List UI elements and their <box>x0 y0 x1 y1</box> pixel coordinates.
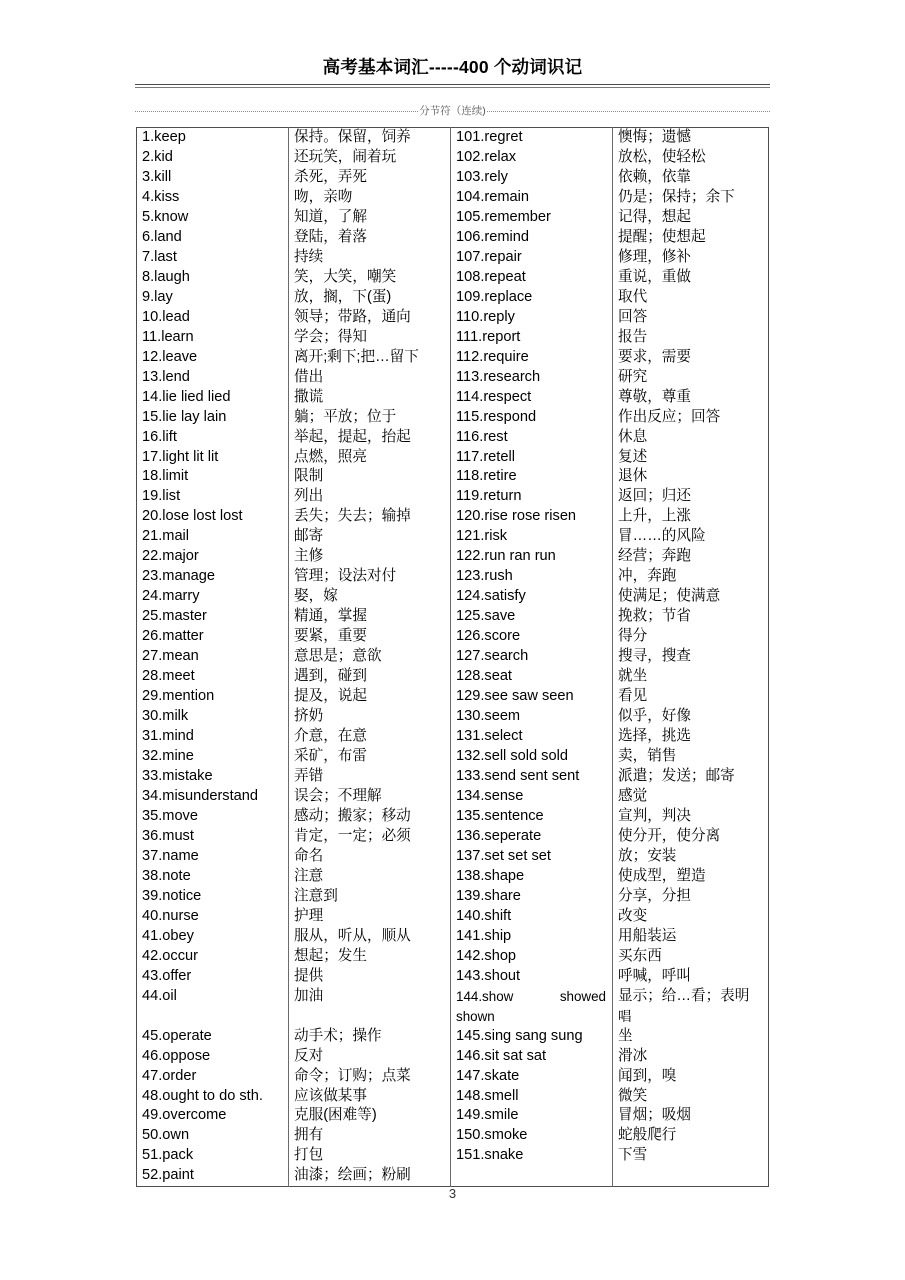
vocab-meaning-right: 作出反应；回答 <box>613 408 769 428</box>
table-row <box>137 507 769 527</box>
vocab-word-right: 119.return <box>451 487 613 507</box>
vocab-word-left: 19.list <box>137 487 289 507</box>
vocab-word-right: 145.sing sang sung <box>451 1027 613 1047</box>
vocab-word-right-past: showed <box>559 988 606 1004</box>
vocab-word-left: 33.mistake <box>137 767 289 787</box>
vocab-word-left: 11.learn <box>137 328 289 348</box>
vocab-meaning-right: 宣判，判决 <box>613 807 769 827</box>
vocab-word-right: 150.smoke <box>451 1126 613 1146</box>
vocab-word-right: 117.retell <box>451 448 613 468</box>
vocab-word-right: 148.smell <box>451 1087 613 1107</box>
vocab-meaning-right: 尊敬，尊重 <box>613 388 769 408</box>
vocab-meaning-left: 登陆，着落 <box>289 228 451 248</box>
table-row <box>137 927 769 947</box>
vocab-word-right: 115.respond <box>451 408 613 428</box>
vocab-meaning-left: 命名 <box>289 847 451 867</box>
vocab-meaning-right: 似乎，好像 <box>613 707 769 727</box>
vocab-meaning-left: 提及，说起 <box>289 687 451 707</box>
vocab-word-right: 136.seperate <box>451 827 613 847</box>
vocab-meaning-left: 弄错 <box>289 767 451 787</box>
vocab-meaning-left: 拥有 <box>289 1126 451 1146</box>
vocab-word-right: 105.remember <box>451 208 613 228</box>
vocab-meaning-right: 报告 <box>613 328 769 348</box>
vocab-word-right: 139.share <box>451 887 613 907</box>
table-row <box>137 448 769 468</box>
vocab-meaning-right: 滑冰 <box>613 1047 769 1067</box>
vocab-word-left: 48.ought to do sth. <box>137 1087 289 1107</box>
table-row <box>137 228 769 248</box>
vocab-word-left: 31.mind <box>137 727 289 747</box>
vocab-word-left: 39.notice <box>137 887 289 907</box>
table-row <box>137 128 769 148</box>
table-row <box>137 687 769 707</box>
vocab-meaning-right <box>613 1166 769 1186</box>
vocab-meaning-left: 笑，大笑，嘲笑 <box>289 268 451 288</box>
vocab-meaning-left: 学会；得知 <box>289 328 451 348</box>
vocab-word-right: 124.satisfy <box>451 587 613 607</box>
vocab-word-left: 15.lie lay lain <box>137 408 289 428</box>
table-row <box>137 1146 769 1166</box>
vocab-word-right: 151.snake <box>451 1146 613 1166</box>
vocab-meaning-right: 休息 <box>613 428 769 448</box>
section-break-dash-left <box>135 111 418 113</box>
table-row <box>137 148 769 168</box>
vocab-meaning-left: 要紧，重要 <box>289 627 451 647</box>
vocab-word-right: 112.require <box>451 348 613 368</box>
vocab-meaning-left: 介意，在意 <box>289 727 451 747</box>
vocab-meaning-right: 冲，奔跑 <box>613 567 769 587</box>
vocab-word-right: 102.relax <box>451 148 613 168</box>
vocab-word-right: 142.shop <box>451 947 613 967</box>
table-row <box>137 867 769 887</box>
vocab-meaning-right: 卖，销售 <box>613 747 769 767</box>
table-row <box>137 667 769 687</box>
vocab-meaning-left: 管理；设法对付 <box>289 567 451 587</box>
vocab-word-left: 17.light lit lit <box>137 448 289 468</box>
vocab-meaning-left: 吻，亲吻 <box>289 188 451 208</box>
vocab-meaning-left: 提供 <box>289 967 451 987</box>
table-row <box>137 368 769 388</box>
vocab-word-right: 133.send sent sent <box>451 767 613 787</box>
vocab-word-left: 27.mean <box>137 647 289 667</box>
vocab-word-right: 120.rise rose risen <box>451 507 613 527</box>
table-row <box>137 707 769 727</box>
vocab-meaning-right: 用船装运 <box>613 927 769 947</box>
vocab-word-left: 23.manage <box>137 567 289 587</box>
vocab-word-left: 28.meet <box>137 667 289 687</box>
vocab-meaning-right: 改变 <box>613 907 769 927</box>
vocab-word-right: 103.rely <box>451 168 613 188</box>
vocab-meaning-left: 肯定，一定；必须 <box>289 827 451 847</box>
vocab-meaning-right: 冒……的风险 <box>613 527 769 547</box>
vocab-word-left: 21.mail <box>137 527 289 547</box>
table-row <box>137 248 769 268</box>
vocab-meaning-right: 就坐 <box>613 667 769 687</box>
vocab-word-left: 35.move <box>137 807 289 827</box>
vocab-word-right: 137.set set set <box>451 847 613 867</box>
vocab-meaning-left: 举起，提起，抬起 <box>289 428 451 448</box>
vocab-word-right: 138.shape <box>451 867 613 887</box>
vocab-meaning-left: 领导；带路，通向 <box>289 308 451 328</box>
vocab-meaning-right: 使成型，塑造 <box>613 867 769 887</box>
vocab-meaning-right: 仍是；保持；余下 <box>613 188 769 208</box>
vocab-meaning-left: 打包 <box>289 1146 451 1166</box>
vocab-meaning-right: 修理，修补 <box>613 248 769 268</box>
page-title: 高考基本词汇-----400 个动词识记 <box>322 57 583 77</box>
vocab-meaning-right: 复述 <box>613 448 769 468</box>
vocab-word-right: 126.score <box>451 627 613 647</box>
vocab-meaning-left: 遇到，碰到 <box>289 667 451 687</box>
vocab-meaning-right: 搜寻，搜查 <box>613 647 769 667</box>
vocab-word-left: 36.must <box>137 827 289 847</box>
vocab-word-left: 47.order <box>137 1067 289 1087</box>
vocab-word-right: 149.smile <box>451 1106 613 1126</box>
vocab-word-right: 127.search <box>451 647 613 667</box>
vocab-word-left: 24.marry <box>137 587 289 607</box>
title-block <box>135 55 770 88</box>
title-divider <box>135 84 770 88</box>
vocab-meaning-left: 应该做某事 <box>289 1087 451 1107</box>
vocab-meaning-right: 回答 <box>613 308 769 328</box>
table-row <box>137 188 769 208</box>
table-row <box>137 1027 769 1047</box>
vocab-meaning-left: 邮寄 <box>289 527 451 547</box>
table-row <box>137 1087 769 1107</box>
vocab-meaning-left: 躺；平放；位于 <box>289 408 451 428</box>
vocab-word-left: 44.oil <box>137 987 289 1027</box>
vocab-meaning-left: 列出 <box>289 487 451 507</box>
vocab-word-right: 131.select <box>451 727 613 747</box>
table-row <box>137 907 769 927</box>
vocab-meaning-right: 使满足；使满意 <box>613 587 769 607</box>
vocab-word-left: 38.note <box>137 867 289 887</box>
vocab-word-right: 108.repeat <box>451 268 613 288</box>
vocab-word-left: 22.major <box>137 547 289 567</box>
vocab-word-left: 32.mine <box>137 747 289 767</box>
table-row <box>137 428 769 448</box>
vocab-word-right: 134.sense <box>451 787 613 807</box>
vocab-meaning-left: 持续 <box>289 248 451 268</box>
vocab-word-left: 45.operate <box>137 1027 289 1047</box>
vocab-word-left: 46.oppose <box>137 1047 289 1067</box>
table-row <box>137 967 769 987</box>
vocab-word-left: 37.name <box>137 847 289 867</box>
table-row <box>137 467 769 487</box>
vocabulary-table <box>136 127 769 1187</box>
vocab-meaning-left: 杀死，弄死 <box>289 168 451 188</box>
vocab-meaning-left: 护理 <box>289 907 451 927</box>
table-row <box>137 1126 769 1146</box>
vocab-word-right-base: 144.show <box>456 988 514 1004</box>
table-row <box>137 727 769 747</box>
table-row <box>137 348 769 368</box>
table-row <box>137 328 769 348</box>
vocab-word-right: 130.seem <box>451 707 613 727</box>
table-row <box>137 1166 769 1186</box>
vocab-word-left: 25.master <box>137 607 289 627</box>
vocab-word-left: 50.own <box>137 1126 289 1146</box>
vocab-meaning-right <box>613 987 769 1027</box>
vocab-meaning-left: 想起；发生 <box>289 947 451 967</box>
vocab-meaning-left: 意思是；意欲 <box>289 647 451 667</box>
vocab-meaning-right: 研究 <box>613 368 769 388</box>
vocab-meaning-left: 服从，听从，顺从 <box>289 927 451 947</box>
vocab-word-right: 122.run ran run <box>451 547 613 567</box>
vocab-meaning-right: 蛇般爬行 <box>613 1126 769 1146</box>
table-row <box>137 607 769 627</box>
vocabulary-table-body <box>137 128 769 1187</box>
vocab-word-left: 8.laugh <box>137 268 289 288</box>
vocab-word-left: 51.pack <box>137 1146 289 1166</box>
vocab-word-left: 3.kill <box>137 168 289 188</box>
vocab-word-left: 13.lend <box>137 368 289 388</box>
vocab-meaning-right: 放；安装 <box>613 847 769 867</box>
vocab-word-right: 140.shift <box>451 907 613 927</box>
section-break-dash-right <box>487 111 770 113</box>
table-row <box>137 1106 769 1126</box>
vocab-meaning-right: 懊悔；遗憾 <box>613 128 769 148</box>
table-row <box>137 767 769 787</box>
vocab-meaning-right: 呼喊，呼叫 <box>613 967 769 987</box>
vocab-meaning-right: 返回；归还 <box>613 487 769 507</box>
vocab-meaning-left: 命令；订购；点菜 <box>289 1067 451 1087</box>
vocab-word-left: 1.keep <box>137 128 289 148</box>
vocab-word-right: 104.remain <box>451 188 613 208</box>
vocab-word-right: 129.see saw seen <box>451 687 613 707</box>
vocab-meaning-right: 感觉 <box>613 787 769 807</box>
vocab-meaning-left: 注意到 <box>289 887 451 907</box>
vocab-word-right <box>451 1166 613 1186</box>
vocab-meaning-left: 放，搁，下(蛋) <box>289 288 451 308</box>
vocab-word-left: 42.occur <box>137 947 289 967</box>
vocab-word-left: 10.lead <box>137 308 289 328</box>
vocab-meaning-right: 退休 <box>613 467 769 487</box>
vocab-meaning-left: 动手术；操作 <box>289 1027 451 1047</box>
vocab-word-left: 14.lie lied lied <box>137 388 289 408</box>
vocab-meaning-left: 知道，了解 <box>289 208 451 228</box>
vocab-meaning-left: 娶，嫁 <box>289 587 451 607</box>
vocab-meaning-left: 点燃，照亮 <box>289 448 451 468</box>
table-row <box>137 308 769 328</box>
vocab-meaning-left: 注意 <box>289 867 451 887</box>
vocab-word-left: 29.mention <box>137 687 289 707</box>
table-row <box>137 827 769 847</box>
vocab-meaning-left: 保持。保留，饲养 <box>289 128 451 148</box>
vocab-word-right: 111.report <box>451 328 613 348</box>
vocab-word-right: 146.sit sat sat <box>451 1047 613 1067</box>
vocab-meaning-right: 使分开，使分离 <box>613 827 769 847</box>
vocab-word-left: 30.milk <box>137 707 289 727</box>
vocab-meaning-left: 加油 <box>289 987 451 1027</box>
table-row <box>137 627 769 647</box>
vocab-word-right: 128.seat <box>451 667 613 687</box>
vocab-word-right: 147.skate <box>451 1067 613 1087</box>
vocab-word-right: 141.ship <box>451 927 613 947</box>
vocab-word-right: 143.shout <box>451 967 613 987</box>
table-row <box>137 168 769 188</box>
vocab-word-left: 6.land <box>137 228 289 248</box>
vocab-meaning-right: 得分 <box>613 627 769 647</box>
table-row <box>137 847 769 867</box>
vocab-word-left: 9.lay <box>137 288 289 308</box>
table-row <box>137 947 769 967</box>
vocab-meaning-left: 离开;剩下;把…留下 <box>289 348 451 368</box>
vocab-meaning-left: 挤奶 <box>289 707 451 727</box>
vocab-meaning-right: 坐 <box>613 1027 769 1047</box>
vocab-meaning-left: 撒谎 <box>289 388 451 408</box>
vocab-meaning-right: 派遣；发送；邮寄 <box>613 767 769 787</box>
vocab-meaning-right: 冒烟；吸烟 <box>613 1106 769 1126</box>
vocab-meaning-right: 微笑 <box>613 1087 769 1107</box>
vocab-meaning-right: 买东西 <box>613 947 769 967</box>
vocab-meaning-right: 记得，想起 <box>613 208 769 228</box>
vocab-word-left: 41.obey <box>137 927 289 947</box>
table-row <box>137 747 769 767</box>
vocab-word-left: 52.paint <box>137 1166 289 1186</box>
vocab-meaning-left: 还玩笑，闹着玩 <box>289 148 451 168</box>
table-row <box>137 807 769 827</box>
vocab-word-right: 106.remind <box>451 228 613 248</box>
vocab-meaning-left: 丢失；失去；输掉 <box>289 507 451 527</box>
vocab-word-right: 116.rest <box>451 428 613 448</box>
vocab-meaning-left: 感动；搬家；移动 <box>289 807 451 827</box>
vocab-meaning-right: 经营；奔跑 <box>613 547 769 567</box>
vocab-word-right: 110.reply <box>451 308 613 328</box>
vocab-meaning-right: 提醒；使想起 <box>613 228 769 248</box>
vocab-meaning-left: 借出 <box>289 368 451 388</box>
vocab-meaning-left: 误会；不理解 <box>289 787 451 807</box>
table-row <box>137 208 769 228</box>
vocab-meaning-right-main: 显示；给…看；表明 <box>618 987 750 1004</box>
vocab-meaning-right: 选择，挑选 <box>613 727 769 747</box>
vocab-word-right: 125.save <box>451 607 613 627</box>
vocab-meaning-left: 采矿，布雷 <box>289 747 451 767</box>
vocab-meaning-left: 主修 <box>289 547 451 567</box>
vocab-word-left: 49.overcome <box>137 1106 289 1126</box>
vocab-word-right: 132.sell sold sold <box>451 747 613 767</box>
vocab-word-left: 18.limit <box>137 467 289 487</box>
vocab-meaning-right: 下雪 <box>613 1146 769 1166</box>
vocab-meaning-left: 限制 <box>289 467 451 487</box>
vocab-meaning-right: 分享，分担 <box>613 887 769 907</box>
vocab-word-left: 20.lose lost lost <box>137 507 289 527</box>
vocab-meaning-right: 看见 <box>613 687 769 707</box>
vocab-word-left: 40.nurse <box>137 907 289 927</box>
vocab-meaning-right: 重说，重做 <box>613 268 769 288</box>
vocab-word-left: 4.kiss <box>137 188 289 208</box>
vocab-meaning-right: 挽救；节省 <box>613 607 769 627</box>
vocab-word-right: 114.respect <box>451 388 613 408</box>
table-row <box>137 1067 769 1087</box>
vocab-meaning-left: 克服(困难等) <box>289 1106 451 1126</box>
vocab-word-right: 113.research <box>451 368 613 388</box>
vocab-word-left: 43.offer <box>137 967 289 987</box>
vocab-meaning-right: 放松，使轻松 <box>613 148 769 168</box>
vocab-word-right: 107.repair <box>451 248 613 268</box>
table-row <box>137 288 769 308</box>
table-row <box>137 527 769 547</box>
table-row <box>137 787 769 807</box>
table-row <box>137 268 769 288</box>
vocab-word-right: 109.replace <box>451 288 613 308</box>
vocab-word-right: 101.regret <box>451 128 613 148</box>
vocab-meaning-right-extra: 唱 <box>618 1008 632 1024</box>
vocab-word-right <box>451 987 613 1027</box>
vocab-word-right-participle: shown <box>456 1008 495 1024</box>
table-row <box>137 647 769 667</box>
vocab-meaning-right: 要求，需要 <box>613 348 769 368</box>
vocab-word-left: 12.leave <box>137 348 289 368</box>
vocab-word-right: 135.sentence <box>451 807 613 827</box>
table-row <box>137 487 769 507</box>
vocab-word-right: 118.retire <box>451 467 613 487</box>
vocab-word-left: 26.matter <box>137 627 289 647</box>
table-row <box>137 587 769 607</box>
table-row <box>137 547 769 567</box>
vocab-word-right: 121.risk <box>451 527 613 547</box>
vocab-meaning-right: 上升，上涨 <box>613 507 769 527</box>
vocab-meaning-right: 取代 <box>613 288 769 308</box>
page-number: 3 <box>448 1186 457 1201</box>
vocab-word-left: 34.misunderstand <box>137 787 289 807</box>
table-row <box>137 388 769 408</box>
vocab-word-left: 7.last <box>137 248 289 268</box>
table-row <box>137 408 769 428</box>
vocab-meaning-right: 闻到，嗅 <box>613 1067 769 1087</box>
vocab-word-right: 123.rush <box>451 567 613 587</box>
vocab-word-left: 5.know <box>137 208 289 228</box>
vocab-meaning-left: 反对 <box>289 1047 451 1067</box>
vocab-word-left: 16.lift <box>137 428 289 448</box>
vocab-meaning-left: 精通，掌握 <box>289 607 451 627</box>
vocab-meaning-left: 油漆；绘画；粉刷 <box>289 1166 451 1186</box>
table-row <box>137 887 769 907</box>
table-row <box>137 987 769 1027</box>
section-break-label: 分节符（连续) <box>419 105 486 117</box>
vocab-meaning-right: 依赖，依靠 <box>613 168 769 188</box>
vocab-word-left: 2.kid <box>137 148 289 168</box>
table-row <box>137 1047 769 1067</box>
table-row <box>137 567 769 587</box>
section-break-marker <box>135 106 770 118</box>
